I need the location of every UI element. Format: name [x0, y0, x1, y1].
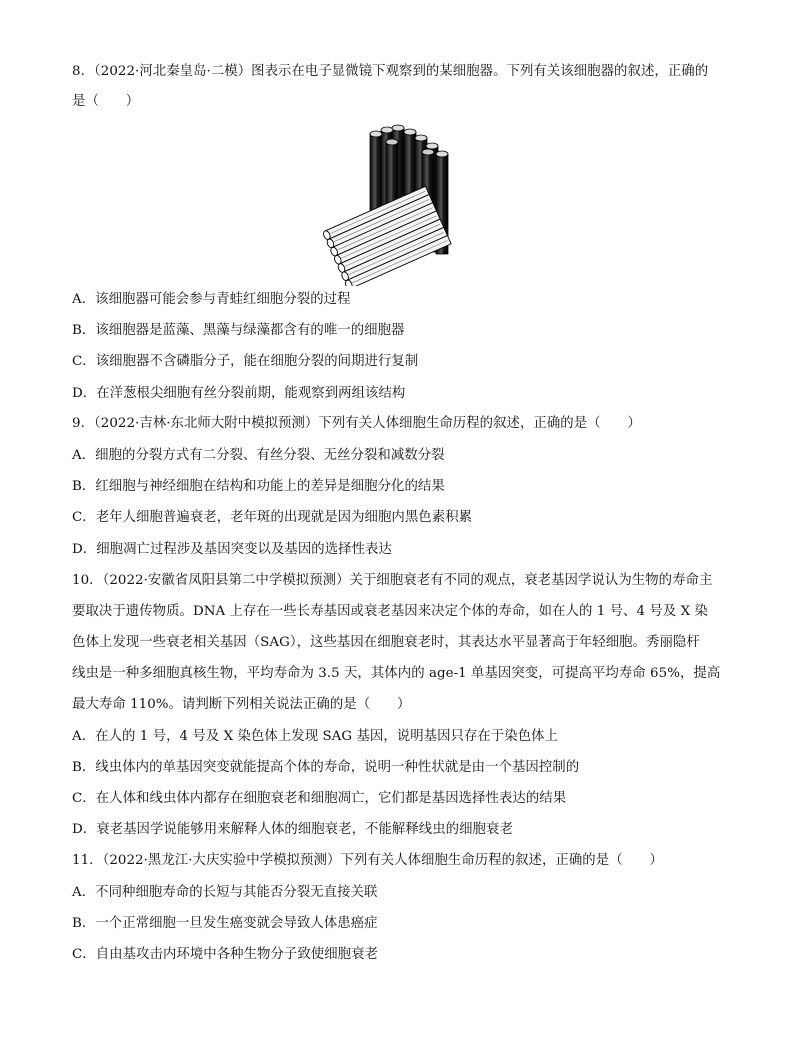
q8-stem-line-1: 8．（2022·河北秦皇岛·二模）图表示在电子显微镜下观察到的某细胞器。下列有关该细胞器的叙述，正确的 — [72, 64, 709, 79]
q8-stem-line-2: 是（ ） — [72, 94, 140, 109]
q10-option-c: C．在人体和线虫体内都存在细胞衰老和细胞凋亡，它们都是基因选择性表达的结果 — [72, 791, 567, 806]
q11-option-a: A．不同种细胞寿命的长短与其能否分裂无直接关联 — [72, 885, 378, 900]
q8-option-c: C．该细胞器不含磷脂分子，能在细胞分裂的间期进行复制 — [72, 354, 419, 369]
q10-stem-line-1: 10．（2022·安徽省凤阳县第二中学模拟预测）关于细胞衰老有不同的观点，衰老基因学说认为生物的寿命主 — [72, 573, 713, 588]
q10-stem-line-2: 要取决于遗传物质。DNA 上存在一些长寿基因或衰老基因来决定个体的寿命，如在人的 1 号、4 号及 X 染 — [72, 604, 708, 619]
q10-stem-line-5: 最大寿命 110%。请判断下列相关说法正确的是（ ） — [72, 697, 411, 712]
q9-option-c: C．老年人细胞普遍衰老，老年斑的出现就是因为细胞内黑色素积累 — [72, 510, 473, 525]
q8-option-d: D．在洋葱根尖细胞有丝分裂前期，能观察到两组该结构 — [72, 386, 406, 401]
q11-stem-line-1: 11．（2022·黑龙江·大庆实验中学模拟预测）下列有关人体细胞生命历程的叙述，正确的是（ ） — [72, 853, 663, 868]
q10-option-d: D．衰老基因学说能够用来解释人体的细胞衰老，不能解释线虫的细胞衰老 — [72, 822, 513, 837]
q10-stem-line-4: 线虫是一种多细胞真核生物，平均寿命为 3.5 天，其体内的 age-1 单基因突变，可提高平均寿命 65%，提高 — [72, 666, 721, 681]
q9-option-b: B．红细胞与神经细胞在结构和功能上的差异是细胞分化的结果 — [72, 479, 445, 494]
q11-option-b: B．一个正常细胞一旦发生癌变就会导致人体患癌症 — [72, 916, 378, 931]
q8-option-a: A．该细胞器可能会参与青蛙红细胞分裂的过程 — [72, 292, 351, 307]
q9-option-a: A．细胞的分裂方式有二分裂、有丝分裂、无丝分裂和减数分裂 — [72, 448, 445, 463]
q8-option-b: B．该细胞器是蓝藻、黑藻与绿藻都含有的唯一的细胞器 — [72, 323, 405, 338]
q10-option-a: A．在人的 1 号，4 号及 X 染色体上发现 SAG 基因，说明基因只存在于染色体上 — [72, 729, 559, 744]
q10-option-b: B．线虫体内的单基因突变就能提高个体的寿命，说明一种性状就是由一个基因控制的 — [72, 760, 580, 775]
q11-option-c: C．自由基攻击内环境中各种生物分子致使细胞衰老 — [72, 947, 378, 962]
q9-stem-line-1: 9．（2022·吉林·东北师大附中模拟预测）下列有关人体细胞生命历程的叙述，正确的是（ ） — [72, 416, 641, 431]
centriole-micrograph-icon — [322, 124, 474, 286]
q9-option-d: D．细胞凋亡过程涉及基因突变以及基因的选择性表达 — [72, 542, 392, 557]
q10-stem-line-3: 色体上发现一些衰老相关基因（SAG），这些基因在细胞衰老时，其表达水平显著高于年轻细胞。秀丽隐杆 — [72, 635, 700, 650]
